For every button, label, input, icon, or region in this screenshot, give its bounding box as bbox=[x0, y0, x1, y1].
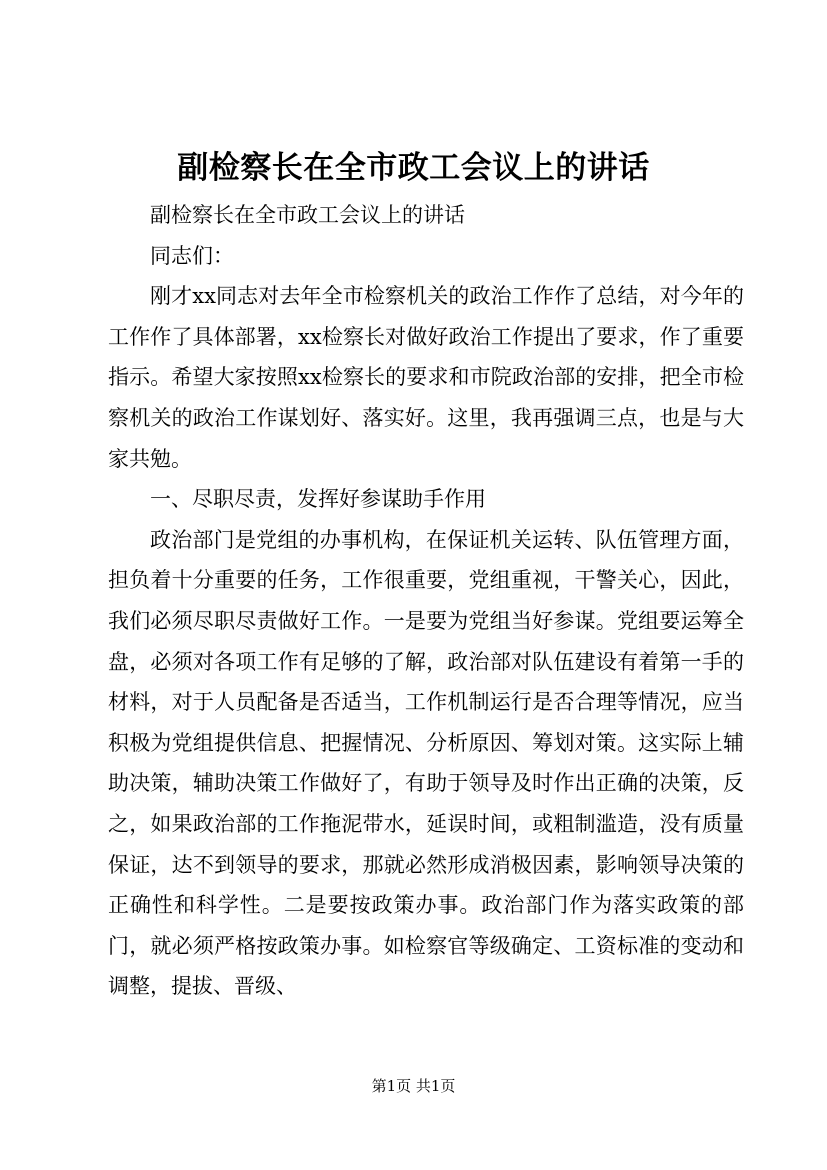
paragraph-intro: 刚才xx同志对去年全市检察机关的政治工作作了总结，对今年的工作作了具体部署，xx检察长对做好政治工作提出了要求，作了重要指示。希望大家按照xx检察长的要求和市院政治部的安排，把全市检察机关的政治工作谋划好、落实好。这里，我再强调三点，也是与大家共勉。 bbox=[108, 284, 744, 471]
paragraph-subtitle: 副检察长在全市政工会议上的讲话 bbox=[150, 203, 465, 227]
document-body bbox=[108, 195, 744, 1007]
section-heading-1: 一、尽职尽责，发挥好参谋助手作用 bbox=[150, 487, 486, 512]
document-title: 副检察长在全市政工会议上的讲话 bbox=[177, 150, 650, 186]
paragraph-section-1: 政治部门是党组的办事机构，在保证机关运转、队伍管理方面，担负着十分重要的任务，工作很重要，党组重视，干警关心，因此，我们必须尽职尽责做好工作。一是要为党组当好参谋。党组要运筹全盘，必须对各项工作有足够的了解，政治部对队伍建设有着第一手的材料，对于人员配备是否适当，工作机制运行是否合理等情况，应当积极为党组提供信息、把握情况、分析原因、筹划对策。这实际上辅助决策，辅助决策工作做好了，有助于领导及时作出正确的决策，反之，如果政治部的工作拖泥带水，延误时间，或粗制滥造，没有质量保证，达不到领导的要求，那就必然形成消极因素，影响领导决策的正确性和科学性。二是要按政策办事。政治部门作为落实政策的部门，就必须严格按政策办事。如检察官等级确定、工资标准的变动和调整，提拔、晋级、 bbox=[108, 527, 744, 999]
page-footer: 第1页 共1页 bbox=[371, 1077, 456, 1095]
paragraph-salutation: 同志们： bbox=[150, 243, 234, 268]
